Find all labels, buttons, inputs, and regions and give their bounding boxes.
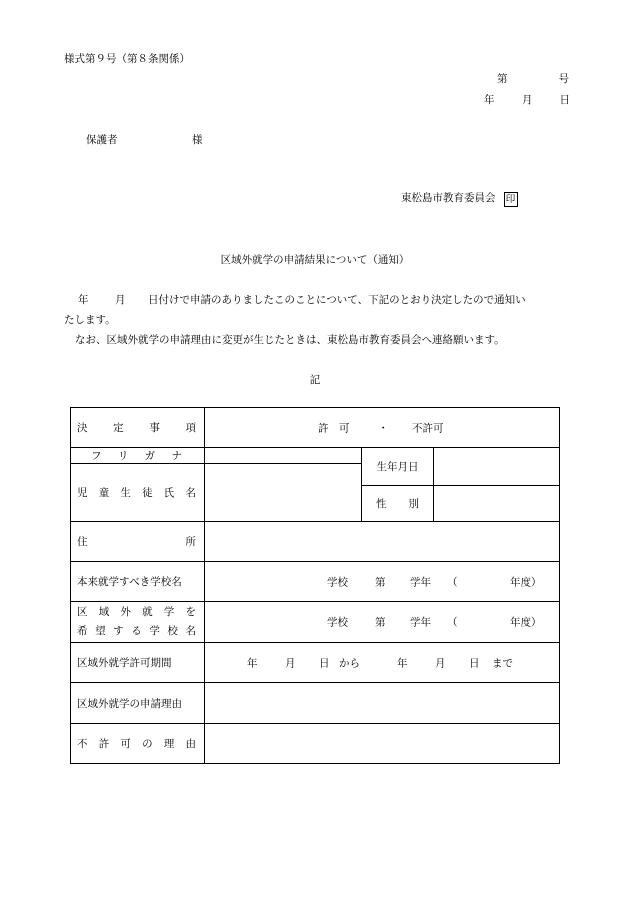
- permit-option[interactable]: 許 可: [318, 422, 350, 434]
- form-number: 様式第９号（第８条関係）: [64, 53, 190, 65]
- furigana-char: ナ: [171, 450, 182, 462]
- fiscal-year-suffix: 年度）: [510, 616, 542, 629]
- grade-suffix: 学年: [410, 576, 431, 588]
- furigana-char: リ: [117, 450, 129, 462]
- student-name-label: [71, 464, 205, 522]
- period-from: から: [339, 657, 360, 669]
- desired-school-label-char: 外: [120, 606, 131, 618]
- fiscal-year-suffix: 年度）: [510, 576, 542, 588]
- grade-suffix: 学年: [410, 616, 431, 629]
- decision-value[interactable]: [205, 408, 560, 448]
- desired-school-label-char: 望: [95, 625, 106, 637]
- deny-reason-char: 理: [163, 738, 175, 750]
- sex-label-char: 別: [408, 498, 419, 510]
- deny-reason-char: 由: [185, 738, 196, 750]
- addressee-label: 保護者: [86, 134, 118, 146]
- school-suffix: 学校: [327, 576, 348, 588]
- doc-number-suffix: 号: [558, 73, 569, 85]
- student-name-char: 童: [98, 487, 110, 499]
- deny-reason-char: 許: [98, 738, 110, 750]
- desired-school-label-char: 学: [163, 606, 175, 618]
- deny-reason-char: 可: [120, 738, 131, 750]
- furigana-char: ガ: [144, 450, 156, 462]
- period-end-day: 日: [469, 657, 480, 669]
- period-field[interactable]: [205, 643, 560, 683]
- issuer: [401, 190, 518, 207]
- deny-option[interactable]: 不許可: [412, 422, 444, 434]
- desired-school-label-char: 名: [185, 625, 196, 637]
- desired-school-label-char: 学: [149, 625, 160, 637]
- decision-label: [71, 408, 205, 448]
- address-field[interactable]: [205, 522, 560, 562]
- body-date-month: 月: [115, 294, 126, 306]
- decision-row: [71, 408, 560, 448]
- period-start-year: 年: [247, 657, 258, 669]
- decision-label-char: 決: [77, 422, 88, 434]
- date-month: 月: [522, 94, 533, 106]
- furigana-row: [71, 448, 560, 464]
- desired-school-label-char: 就: [142, 606, 153, 618]
- furigana-field[interactable]: [205, 448, 362, 464]
- body-date-year: 年: [78, 294, 89, 306]
- school-suffix: 学校: [327, 616, 348, 629]
- student-name-field[interactable]: [205, 464, 362, 522]
- student-name-char: 児: [77, 487, 88, 499]
- body-line-1-rest: 日付けで申請のありましたこのことについて、下記のとおり決定したので通知い: [148, 294, 526, 306]
- decision-label-char: 事: [149, 422, 160, 434]
- desired-school-label: [71, 602, 205, 643]
- original-school-row: [71, 562, 560, 602]
- desired-school-label-char: 希: [77, 625, 88, 637]
- ki-heading: 記: [309, 374, 321, 386]
- grade-dai: 第: [375, 616, 386, 629]
- period-end-month: 月: [435, 657, 446, 669]
- reason-row: [71, 683, 560, 724]
- birthdate-label: 生年月日: [362, 448, 434, 486]
- original-school-label: 本来就学すべき学校名: [71, 562, 205, 602]
- desired-school-label-char: 域: [98, 606, 110, 618]
- sex-label-char: 性: [376, 498, 387, 510]
- birthdate-field[interactable]: [434, 448, 560, 486]
- addressee-honorific: 様: [192, 134, 203, 146]
- period-until: まで: [492, 657, 513, 669]
- deny-reason-label: [71, 724, 205, 764]
- grade-dai: 第: [375, 576, 386, 588]
- period-label: 区域外就学許可期間: [71, 643, 205, 683]
- address-label-char: 所: [185, 536, 196, 548]
- date-year: 年: [484, 94, 495, 106]
- reason-label: 区域外就学の申請理由: [71, 683, 205, 724]
- deny-reason-char: の: [142, 738, 153, 750]
- sex-field[interactable]: [434, 486, 560, 522]
- date-day: 日: [559, 94, 570, 106]
- student-name-char: 氏: [163, 487, 175, 499]
- decision-label-char: 定: [113, 422, 124, 434]
- option-separator: ・: [378, 422, 389, 434]
- period-end-year: 年: [397, 657, 408, 669]
- desired-school-label-char: 校: [167, 625, 178, 637]
- issuer-name: 東松島市教育委員会: [401, 192, 496, 204]
- period-start-day: 日: [319, 657, 330, 669]
- original-school-field[interactable]: [205, 562, 560, 602]
- reason-field[interactable]: [205, 683, 560, 724]
- doc-number-prefix: 第: [497, 73, 508, 85]
- deny-reason-row: [71, 724, 560, 764]
- student-name-char: 生: [120, 487, 131, 499]
- student-name-char: 名: [185, 487, 196, 499]
- fiscal-paren-open: （: [447, 576, 458, 588]
- period-start-month: 月: [285, 657, 296, 669]
- form-table: [70, 407, 560, 764]
- furigana-label: [71, 448, 205, 464]
- decision-label-char: 項: [185, 422, 196, 434]
- fiscal-paren-open: （: [447, 616, 458, 629]
- desired-school-row: [71, 602, 560, 643]
- sex-label: [362, 486, 434, 522]
- desired-school-label-char: を: [185, 606, 196, 618]
- deny-reason-char: 不: [77, 738, 88, 750]
- desired-school-label-char: る: [131, 625, 142, 637]
- period-row: [71, 643, 560, 683]
- document-title: 区域外就学の申請結果について（通知）: [220, 254, 410, 266]
- desired-school-field[interactable]: [205, 602, 560, 643]
- address-label: [71, 522, 205, 562]
- address-row: [71, 522, 560, 562]
- body-line-2: たします。: [64, 314, 116, 326]
- deny-reason-field[interactable]: [205, 724, 560, 764]
- address-label-char: 住: [77, 536, 88, 548]
- furigana-char: フ: [91, 450, 102, 462]
- student-name-char: 徒: [142, 487, 153, 499]
- desired-school-label-char: 区: [77, 606, 88, 618]
- body-line-3: なお、区域外就学の申請理由に変更が生じたときは、東松島市教育委員会へ連絡願います。: [75, 334, 505, 346]
- seal-mark: 印: [504, 192, 518, 207]
- desired-school-label-char: す: [113, 625, 124, 637]
